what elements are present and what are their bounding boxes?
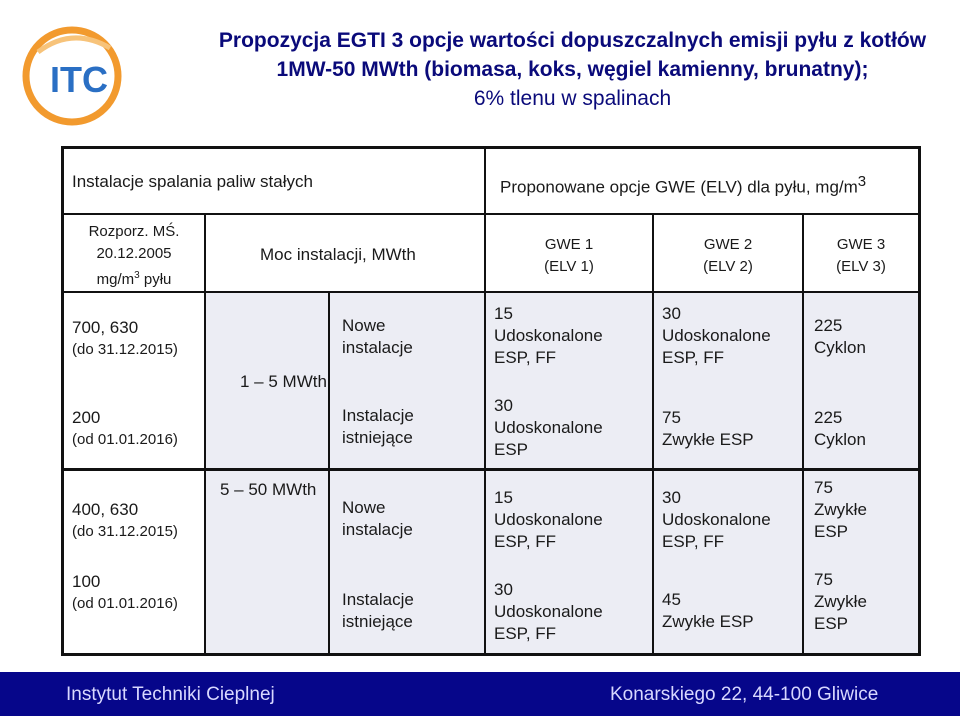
g2-r1-limit: 400, 630 (do 31.12.2015) [72,500,178,540]
title-line-2: 1MW-50 MWth (biomasa, koks, węgiel kamienny, brunatny); [276,58,869,81]
subheader-gwe1: GWE 1 (ELV 1) [544,236,594,275]
g1-r1-gwe3: 225 Cyklon [814,316,866,357]
g1-r2-gwe3: 225 Cyklon [814,408,866,449]
footer-institute: Instytut Techniki Cieplnej [66,684,275,705]
footer-address: Konarskiego 22, 44-100 Gliwice [610,684,879,705]
g1-r1-gwe1: 15 Udoskonalone ESP, FF [494,304,603,367]
g2-r2-gwe1: 30 Udoskonalone ESP, FF [494,580,603,643]
subheader-gwe2: GWE 2 (ELV 2) [703,236,753,275]
g2-r1-gwe1: 15 Udoskonalone ESP, FF [494,488,603,551]
header-installations: Instalacje spalania paliw stałych [72,172,313,191]
g1-r2-gwe1: 30 Udoskonalone ESP [494,396,603,459]
g2-r1-gwe3: 75 Zwykłe ESP [814,478,867,541]
itc-logo [18,22,190,130]
g1-r2-limit: 200 (od 01.01.2016) [72,408,178,448]
slide-title [200,26,945,113]
title-line-3: 6% tlenu w spalinach [473,87,672,110]
header-proposed-options: Proponowane opcje GWE (ELV) dla pyłu, $mg/m^3$ [500,173,867,197]
g2-r2-gwe2: 45 Zwykłe ESP [662,590,754,631]
title-line-1: Propozycja EGTI 3 opcje wartości dopuszczalnych emisji pyłu z kotłów [218,29,927,52]
g2-r1-type: Nowe instalacje [342,498,413,539]
g2-r2-gwe3: 75 Zwykłe ESP [814,570,867,633]
subheader-regulation: Rozporz. MŚ. 20.12.2005 $mg/m^3$ pyłu [88,223,180,288]
emission-table [61,146,921,656]
subheader-power: Moc instalacji, MWth [260,245,416,264]
g1-r1-type: Nowe instalacje [342,316,413,357]
footer-bar [0,672,960,716]
g2-r2-type: Instalacje istniejące [342,590,414,631]
g1-r2-type: Instalacje istniejące [342,406,414,447]
subheader-gwe3: GWE 3 (ELV 3) [836,236,886,275]
logo-text: ITC [50,59,108,100]
g2-r2-limit: 100 (od 01.01.2016) [72,572,178,612]
g1-r2-gwe2: 75 Zwykłe ESP [662,408,754,449]
g1-r1-gwe2: 30 Udoskonalone ESP, FF [662,304,771,367]
g2-r1-gwe2: 30 Udoskonalone ESP, FF [662,488,771,551]
g2-power: 5 – 50 MWth [220,480,317,499]
g1-power: 1 – 5 MWth [240,372,327,391]
g1-r1-limit: 700, 630 (do 31.12.2015) [72,318,178,358]
